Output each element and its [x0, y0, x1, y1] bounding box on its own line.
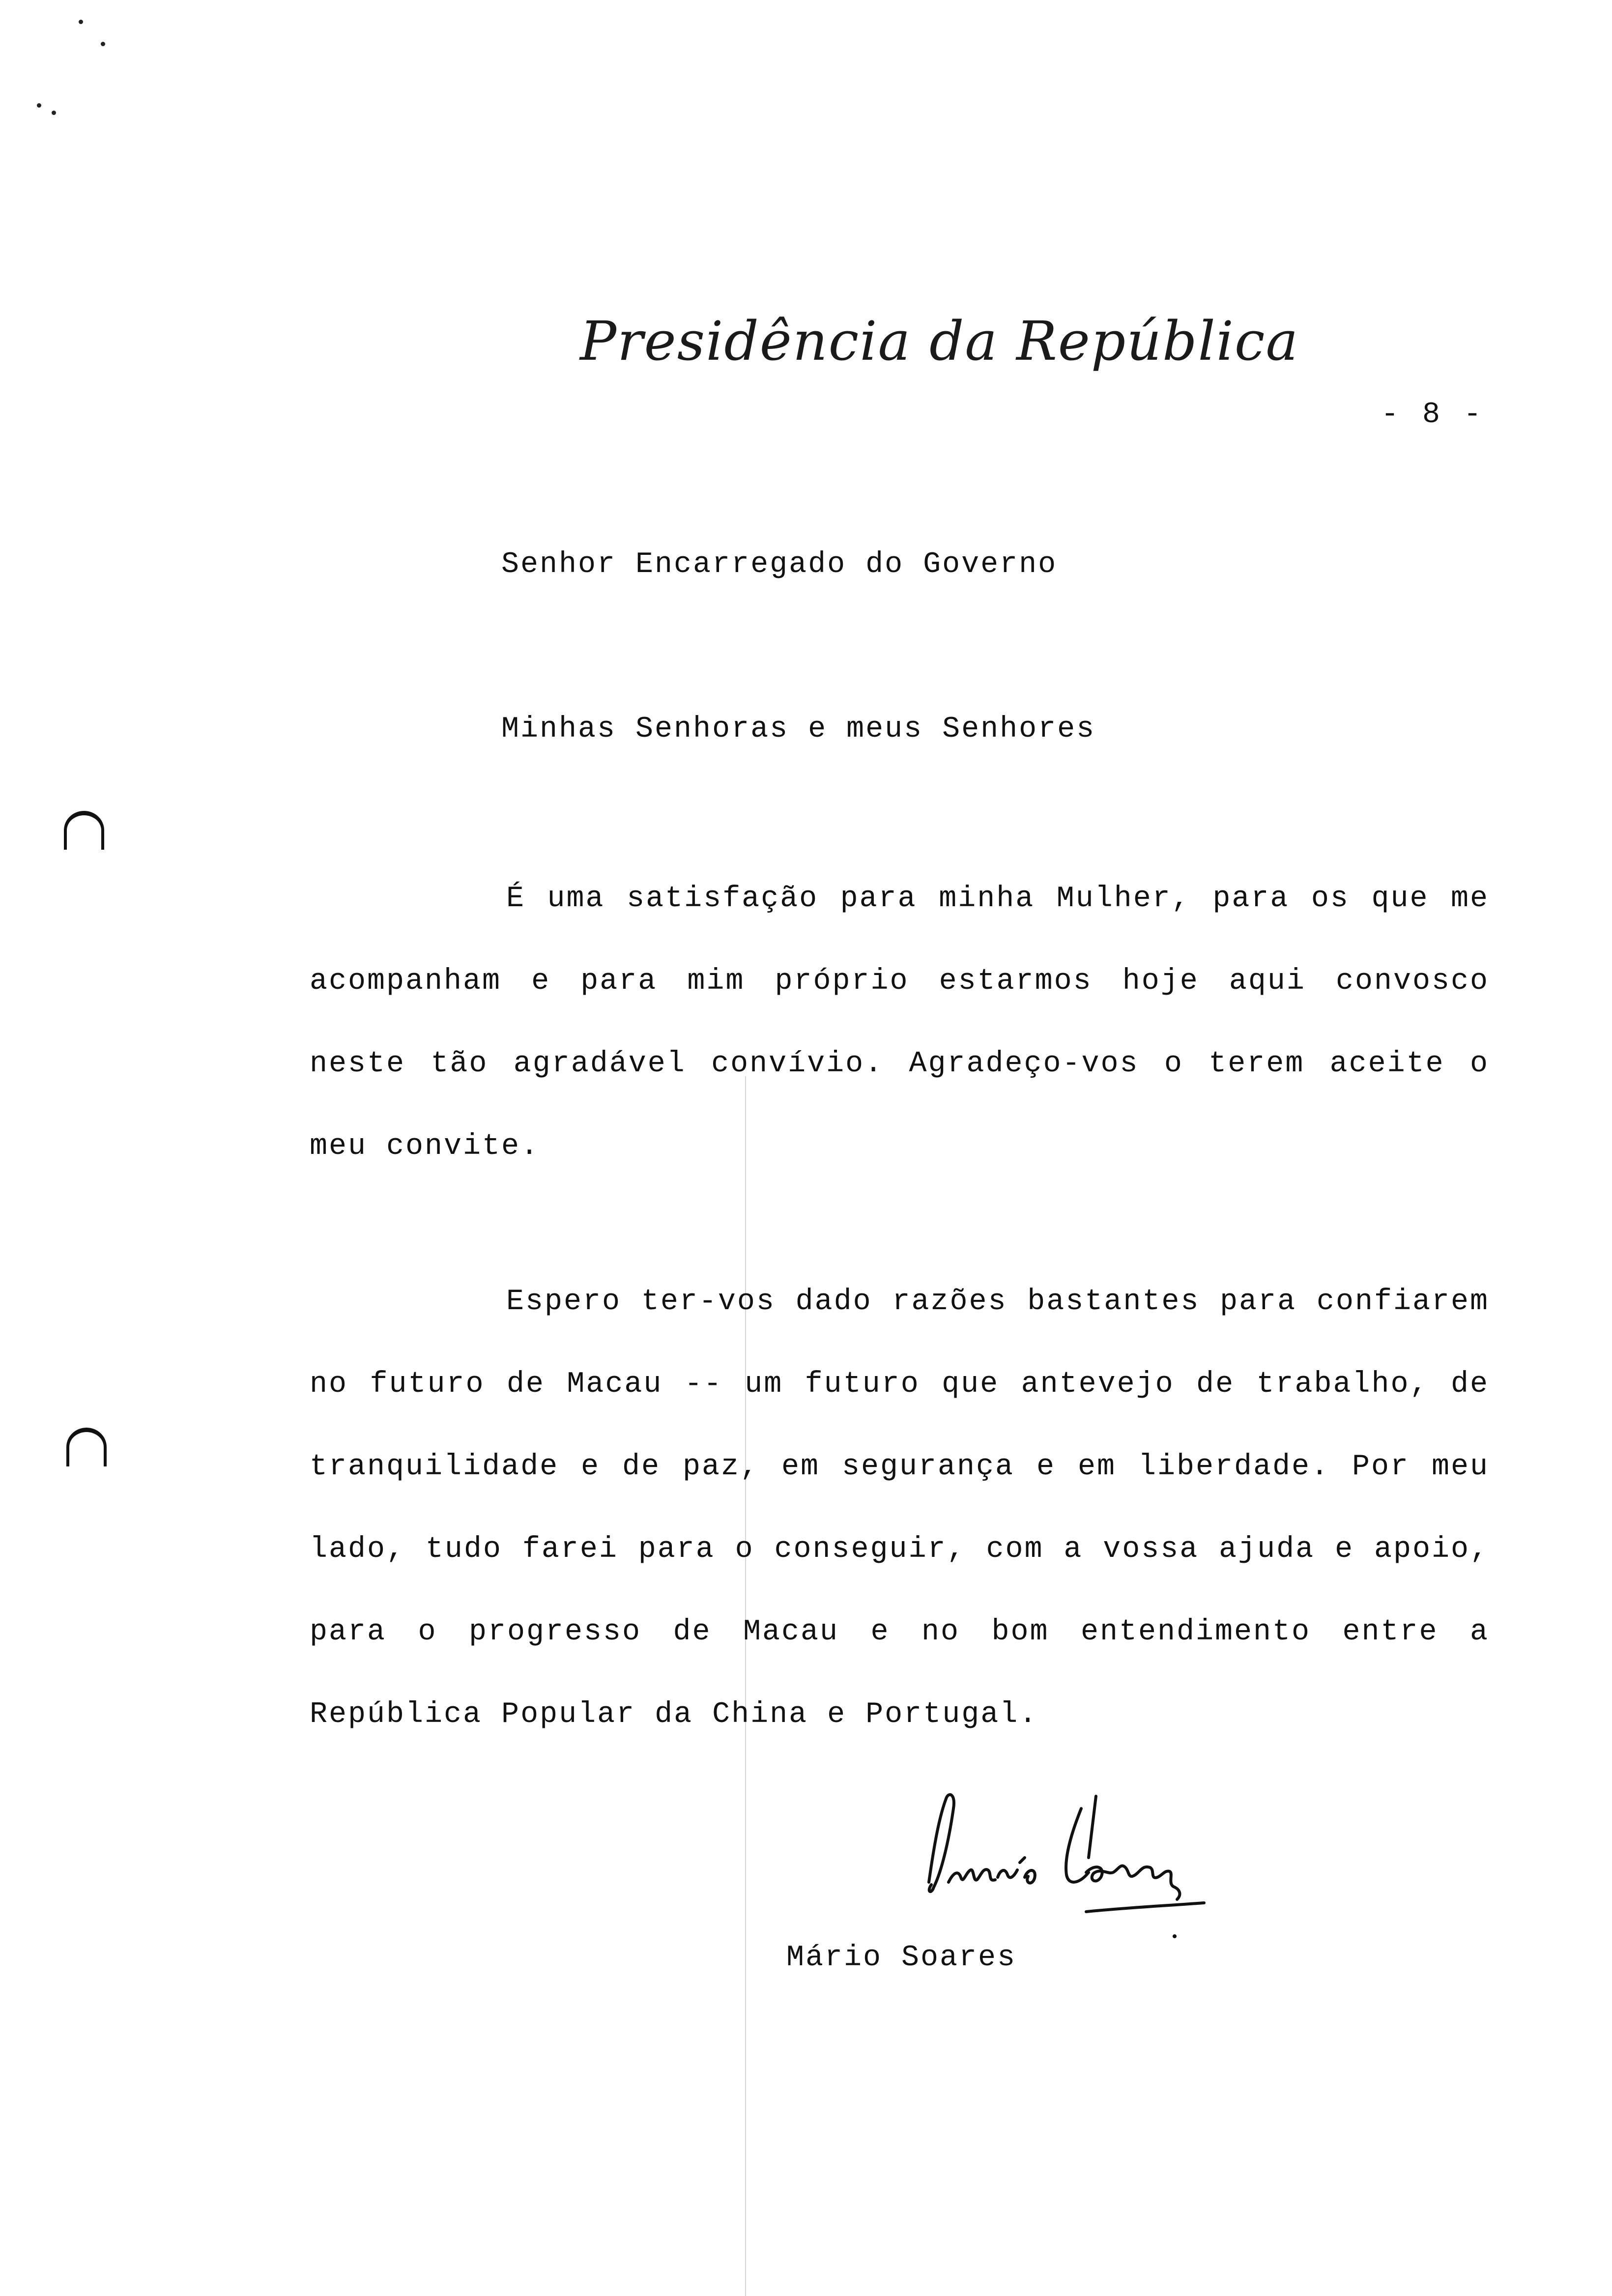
paragraph-second: Espero ter-vos dado razões bastantes para confiarem no futuro de Macau -- um futuro que antevejo de trabalho, de tranquilidade e de paz, em segurança e em liberdade. Por meu lado, tudo farei para o conseguir, com a vossa ajuda e apoio, para o progresso de Macau e no bom entendimento entre a República Popular da China e Portugal. [310, 1285, 1489, 1731]
scan-speck [37, 103, 41, 108]
letterhead: Presidência da República [580, 310, 1299, 373]
page-number: - 8 - [1381, 398, 1485, 431]
punch-hole-top [64, 811, 104, 850]
scan-speck [79, 20, 83, 24]
handwritten-signature [919, 1789, 1234, 1946]
salutation-first: Senhor Encarregado do Governo [501, 548, 1058, 581]
signer-name: Mário Soares [786, 1941, 1017, 1975]
punch-hole-bottom [66, 1428, 107, 1466]
scan-speck [101, 42, 105, 46]
scan-speck [52, 111, 56, 115]
paragraph-first: É uma satisfação para minha Mulher, para os que me acompanham e para mim próprio estarmos hoje aqui convosco neste tão agradável convívio. Agradeço-vos o terem aceite o meu convite. [310, 882, 1489, 1163]
salutation-second: Minhas Senhoras e meus Senhores [501, 713, 1096, 746]
